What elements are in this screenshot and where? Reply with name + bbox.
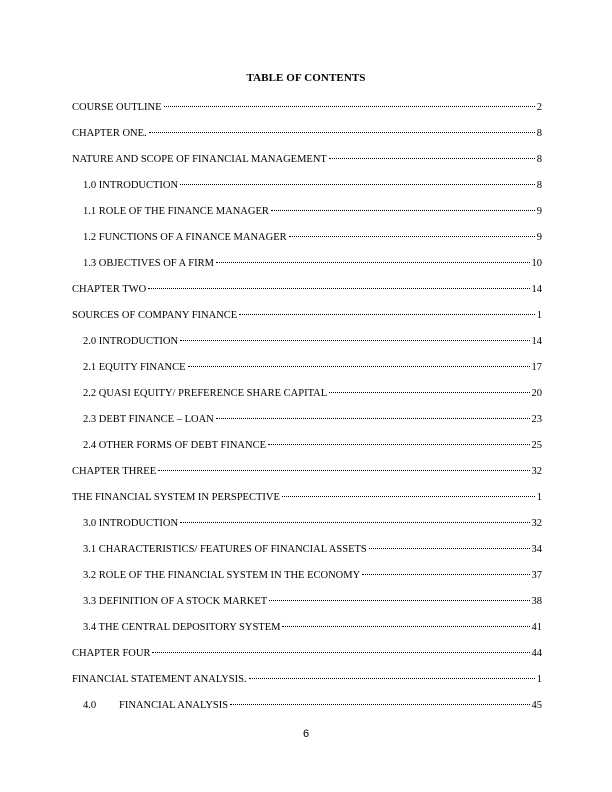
toc-entry-text: CHAPTER THREE	[72, 466, 157, 477]
toc-entry-2-3[interactable]	[72, 414, 542, 440]
dot-leader	[329, 391, 529, 393]
dot-leader	[289, 235, 535, 237]
dot-leader	[148, 287, 529, 289]
dot-leader	[216, 417, 530, 419]
toc-entry-page: 14	[531, 284, 542, 295]
dot-leader	[149, 131, 535, 133]
toc-entry-text: 3.3 DEFINITION OF A STOCK MARKET	[83, 596, 268, 607]
dot-leader	[158, 469, 529, 471]
dot-leader	[269, 599, 529, 601]
toc-entry-text: 3.4 THE CENTRAL DEPOSITORY SYSTEM	[83, 622, 281, 633]
toc-entry-text: THE FINANCIAL SYSTEM IN PERSPECTIVE	[72, 492, 280, 503]
dot-leader	[268, 443, 530, 445]
toc-entry-3-2[interactable]	[72, 570, 542, 596]
toc-entry-page: 1	[536, 674, 542, 685]
toc-entry-text: COURSE OUTLINE	[72, 102, 162, 113]
toc-entry-page: 44	[531, 648, 542, 659]
toc-entry-text: 2.4 OTHER FORMS OF DEBT FINANCE	[83, 440, 266, 451]
toc-entry-title: FINANCIAL ANALYSIS	[119, 700, 229, 711]
toc-entry-text: 3.2 ROLE OF THE FINANCIAL SYSTEM IN THE ECONOMY	[83, 570, 361, 581]
toc-entry-text: 1.3 OBJECTIVES OF A FIRM	[83, 258, 214, 269]
toc-entry-text: 3.1 CHARACTERISTICS/ FEATURES OF FINANCIAL ASSETS	[83, 544, 367, 555]
toc-entry-chapter-two[interactable]	[72, 284, 542, 310]
toc-entry-text: 2.1 EQUITY FINANCE	[83, 362, 186, 373]
toc-entry-financial-system[interactable]	[72, 492, 542, 518]
dot-leader	[230, 703, 529, 705]
dot-leader	[152, 651, 529, 653]
toc-entry-1-2[interactable]	[72, 232, 542, 258]
page-number: 6	[302, 728, 310, 740]
toc-entry-page: 37	[531, 570, 542, 581]
toc-entry-3-3[interactable]	[72, 596, 542, 622]
dot-leader	[362, 573, 529, 575]
toc-entry-text: SOURCES OF COMPANY FINANCE	[72, 310, 238, 321]
toc-entry-page: 9	[536, 232, 542, 243]
dot-leader	[329, 157, 535, 159]
toc-entry-page: 10	[531, 258, 542, 269]
toc-entry-text: CHAPTER FOUR	[72, 648, 151, 659]
toc-entry-page: 45	[531, 700, 542, 711]
toc-entry-page: 25	[531, 440, 542, 451]
toc-entry-text: FINANCIAL STATEMENT ANALYSIS.	[72, 674, 247, 685]
toc-entry-text: 3.0 INTRODUCTION	[83, 518, 179, 529]
toc-entry-page: 8	[536, 154, 542, 165]
toc-entry-2-2[interactable]	[72, 388, 542, 414]
toc-entry-page: 8	[536, 128, 542, 139]
toc-entry-text: 1.1 ROLE OF THE FINANCE MANAGER	[83, 206, 269, 217]
dot-leader	[239, 313, 535, 315]
toc-entry-page: 14	[531, 336, 542, 347]
toc-entry-3-4[interactable]	[72, 622, 542, 648]
toc-entry-page: 20	[531, 388, 542, 399]
toc-entry-text: 2.3 DEBT FINANCE – LOAN	[83, 414, 214, 425]
toc-entry-course-outline[interactable]	[72, 102, 542, 128]
table-of-contents	[72, 102, 542, 726]
dot-leader	[282, 495, 535, 497]
toc-entry-3-1[interactable]	[72, 544, 542, 570]
toc-entry-chapter-three[interactable]	[72, 466, 542, 492]
toc-entry-chapter-one[interactable]	[72, 128, 542, 154]
toc-entry-4-0[interactable]	[72, 700, 542, 726]
dot-leader	[188, 365, 530, 367]
toc-entry-1-0[interactable]	[72, 180, 542, 206]
dot-leader	[216, 261, 530, 263]
toc-entry-text: CHAPTER ONE.	[72, 128, 147, 139]
toc-entry-2-1[interactable]	[72, 362, 542, 388]
toc-entry-page: 41	[531, 622, 542, 633]
toc-entry-page: 23	[531, 414, 542, 425]
toc-entry-statement-analysis[interactable]	[72, 674, 542, 700]
toc-entry-text: NATURE AND SCOPE OF FINANCIAL MANAGEMENT	[72, 154, 327, 165]
toc-entry-text: 2.0 INTRODUCTION	[83, 336, 179, 347]
toc-entry-number: 4.0	[83, 700, 97, 711]
toc-entry-2-0[interactable]	[72, 336, 542, 362]
toc-entry-chapter-four[interactable]	[72, 648, 542, 674]
toc-entry-page: 2	[536, 102, 542, 113]
dot-leader	[164, 105, 535, 107]
dot-leader	[180, 339, 529, 341]
toc-entry-page: 8	[536, 180, 542, 191]
dot-leader	[282, 625, 529, 627]
toc-entry-1-1[interactable]	[72, 206, 542, 232]
dot-leader	[369, 547, 530, 549]
toc-entry-2-4[interactable]	[72, 440, 542, 466]
dot-leader	[180, 183, 535, 185]
toc-entry-3-0[interactable]	[72, 518, 542, 544]
toc-entry-sources-finance[interactable]	[72, 310, 542, 336]
toc-entry-page: 9	[536, 206, 542, 217]
toc-title: TABLE OF CONTENTS	[246, 72, 366, 84]
toc-entry-text	[83, 700, 228, 711]
dot-leader	[271, 209, 535, 211]
toc-entry-text: 2.2 QUASI EQUITY/ PREFERENCE SHARE CAPITAL	[83, 388, 328, 399]
toc-entry-nature-scope[interactable]	[72, 154, 542, 180]
toc-entry-page: 34	[531, 544, 542, 555]
toc-entry-page: 1	[536, 310, 542, 321]
dot-leader	[180, 521, 529, 523]
toc-entry-page: 17	[531, 362, 542, 373]
dot-leader	[249, 677, 535, 679]
toc-entry-text: 1.0 INTRODUCTION	[83, 180, 179, 191]
toc-entry-page: 1	[536, 492, 542, 503]
toc-entry-page: 32	[531, 466, 542, 477]
toc-entry-text: 1.2 FUNCTIONS OF A FINANCE MANAGER	[83, 232, 287, 243]
toc-entry-page: 32	[531, 518, 542, 529]
toc-entry-text: CHAPTER TWO	[72, 284, 147, 295]
toc-entry-page: 38	[531, 596, 542, 607]
toc-entry-1-3[interactable]	[72, 258, 542, 284]
